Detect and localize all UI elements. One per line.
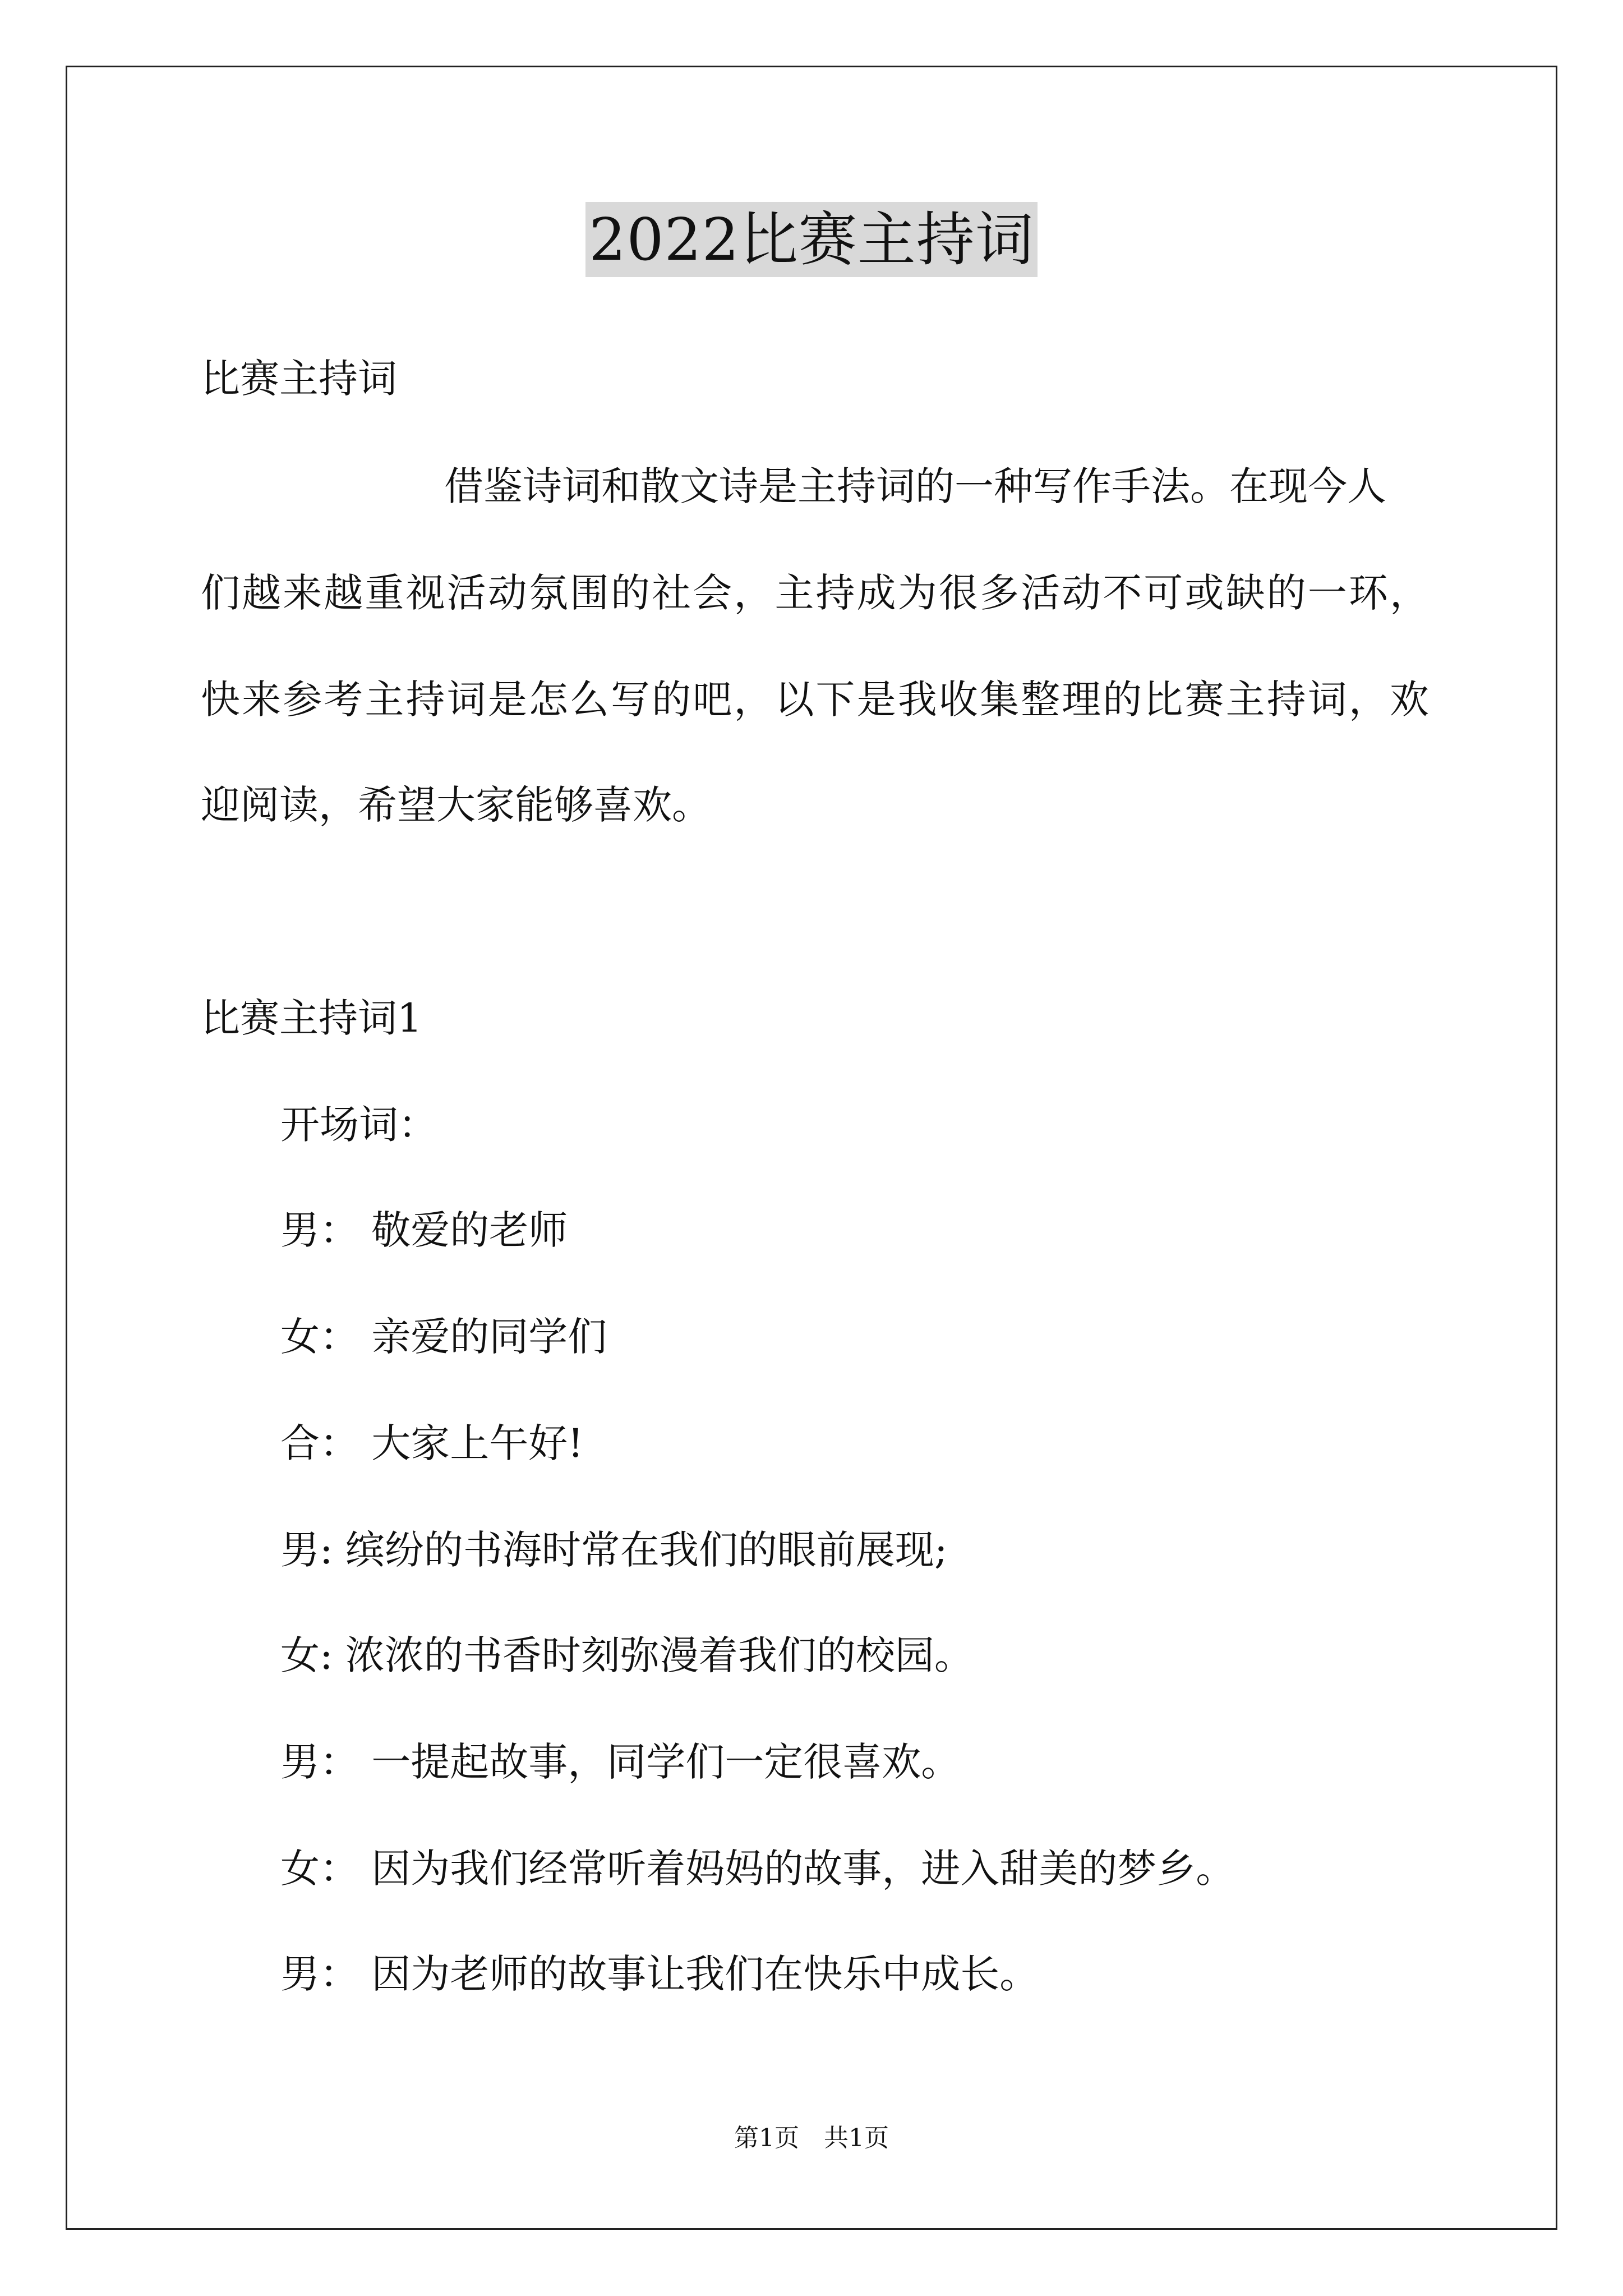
script-line: 男： 因为老师的故事让我们在快乐中成长。: [280, 1951, 1039, 1997]
script-line: 女: 浓浓的书香时刻弥漫着我们的校园。: [280, 1632, 974, 1678]
script-line: 女： 亲爱的同学们: [280, 1314, 607, 1360]
script-line: 合： 大家上午好!: [280, 1420, 584, 1466]
title-container: [0, 202, 1623, 277]
intro-line-2: 们越来越重视活动氛围的社会，主持成为很多活动不可或缺的一环，: [201, 570, 1429, 616]
script-line: 男： 敬爱的老师: [280, 1207, 568, 1253]
script-line: 男: 缤纷的书海时常在我们的眼前展现;: [280, 1527, 948, 1573]
script-line: 开场词：: [280, 1102, 437, 1148]
document-title: 2022比赛主持词: [585, 202, 1038, 277]
script-line: 女： 因为我们经常听着妈妈的故事，进入甜美的梦乡。: [280, 1846, 1235, 1892]
document-heading: 比赛主持词: [201, 356, 397, 402]
intro-line-4: 迎阅读，希望大家能够喜欢。: [201, 782, 711, 828]
intro-line-3: 快来参考主持词是怎么写的吧，以下是我收集整理的比赛主持词，欢: [201, 677, 1429, 723]
section-title: 比赛主持词1: [201, 995, 422, 1041]
page-number-footer: 第1页 共1页: [734, 2124, 889, 2152]
script-line: 男： 一提起故事，同学们一定很喜欢。: [280, 1739, 961, 1785]
intro-line-1: 借鉴诗词和散文诗是主持词的一种写作手法。在现今人: [444, 463, 1386, 509]
